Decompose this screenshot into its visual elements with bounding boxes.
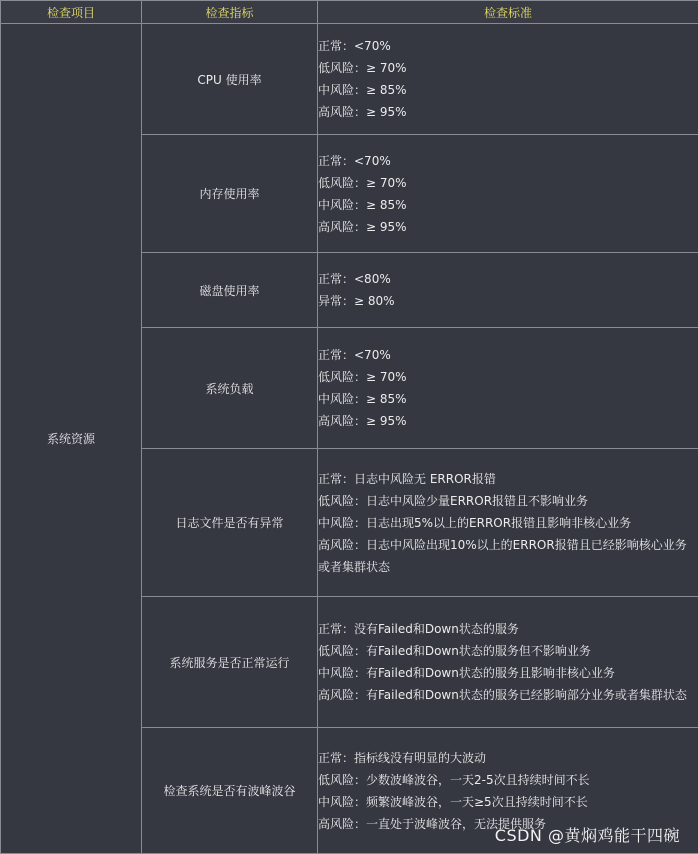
criteria-line: 低风险：有Failed和Down状态的服务但不影响业务 bbox=[318, 644, 591, 658]
criteria-line: 高风险：一直处于波峰波谷，无法提供服务 bbox=[318, 816, 547, 831]
criteria-cell bbox=[318, 253, 698, 328]
criteria-line: 正常：<70% bbox=[318, 153, 391, 168]
criteria-cell bbox=[318, 449, 698, 597]
criteria-line: 正常：日志中风险无 ERROR报错 bbox=[318, 471, 496, 486]
criteria-line: 低风险：≥ 70% bbox=[318, 370, 407, 384]
criteria-line: 高风险：≥ 95% bbox=[318, 105, 407, 119]
table-header-row bbox=[1, 1, 698, 24]
criteria-line: 低风险：日志中风险少量ERROR报错且不影响业务 bbox=[318, 493, 589, 508]
table-row bbox=[1, 24, 698, 135]
criteria-line: 高风险：≥ 95% bbox=[318, 219, 407, 234]
indicator-cell: 磁盘使用率 bbox=[142, 253, 318, 328]
indicator-cell: 日志文件是否有异常 bbox=[142, 449, 318, 597]
criteria-line: 正常：<70% bbox=[318, 348, 391, 362]
criteria-line: 中风险：有Failed和Down状态的服务且影响非核心业务 bbox=[318, 666, 615, 680]
csdn-watermark: CSDN @黄焖鸡能干四碗 bbox=[494, 826, 680, 845]
criteria-line: 低风险：≥ 70% bbox=[318, 61, 407, 75]
criteria-cell bbox=[318, 597, 698, 728]
criteria-line: 正常：<80% bbox=[318, 272, 391, 286]
header-check-item: 检查项目 bbox=[1, 1, 142, 24]
criteria-cell bbox=[318, 135, 698, 253]
indicator-cell: CPU 使用率 bbox=[142, 24, 318, 135]
criteria-line: 高风险：有Failed和Down状态的服务已经影响部分业务或者集群状态 bbox=[318, 688, 687, 702]
header-check-indicator: 检查指标 bbox=[142, 1, 318, 24]
criteria-line: 中风险：≥ 85% bbox=[318, 83, 407, 97]
criteria-line: 异常：≥ 80% bbox=[318, 294, 395, 308]
category-cell: 系统资源 bbox=[1, 24, 142, 854]
criteria-line: 中风险：频繁波峰波谷，一天≥5次且持续时间不长 bbox=[318, 794, 588, 809]
indicator-cell: 系统服务是否正常运行 bbox=[142, 597, 318, 728]
criteria-line: 低风险：≥ 70% bbox=[318, 175, 407, 190]
indicator-cell: 检查系统是否有波峰波谷 bbox=[142, 728, 318, 854]
indicator-cell: 系统负载 bbox=[142, 328, 318, 449]
criteria-line: 正常：指标线没有明显的大波动 bbox=[318, 750, 487, 765]
criteria-line: 中风险：日志出现5%以上的ERROR报错且影响非核心业务 bbox=[318, 515, 632, 530]
header-check-criteria: 检查标准 bbox=[318, 1, 698, 24]
criteria-line: 正常：没有Failed和Down状态的服务 bbox=[318, 622, 519, 636]
criteria-line: 高风险：日志中风险出现10%以上的ERROR报错且已经影响核心业务或者集群状态 bbox=[318, 537, 687, 574]
criteria-line: 正常：<70% bbox=[318, 39, 391, 53]
criteria-cell bbox=[318, 328, 698, 449]
criteria-line: 高风险：≥ 95% bbox=[318, 414, 407, 428]
indicator-cell: 内存使用率 bbox=[142, 135, 318, 253]
criteria-line: 中风险：≥ 85% bbox=[318, 392, 407, 406]
criteria-line: 中风险：≥ 85% bbox=[318, 197, 407, 212]
criteria-line: 低风险：少数波峰波谷，一天2-5次且持续时间不长 bbox=[318, 772, 590, 787]
criteria-cell bbox=[318, 24, 698, 135]
